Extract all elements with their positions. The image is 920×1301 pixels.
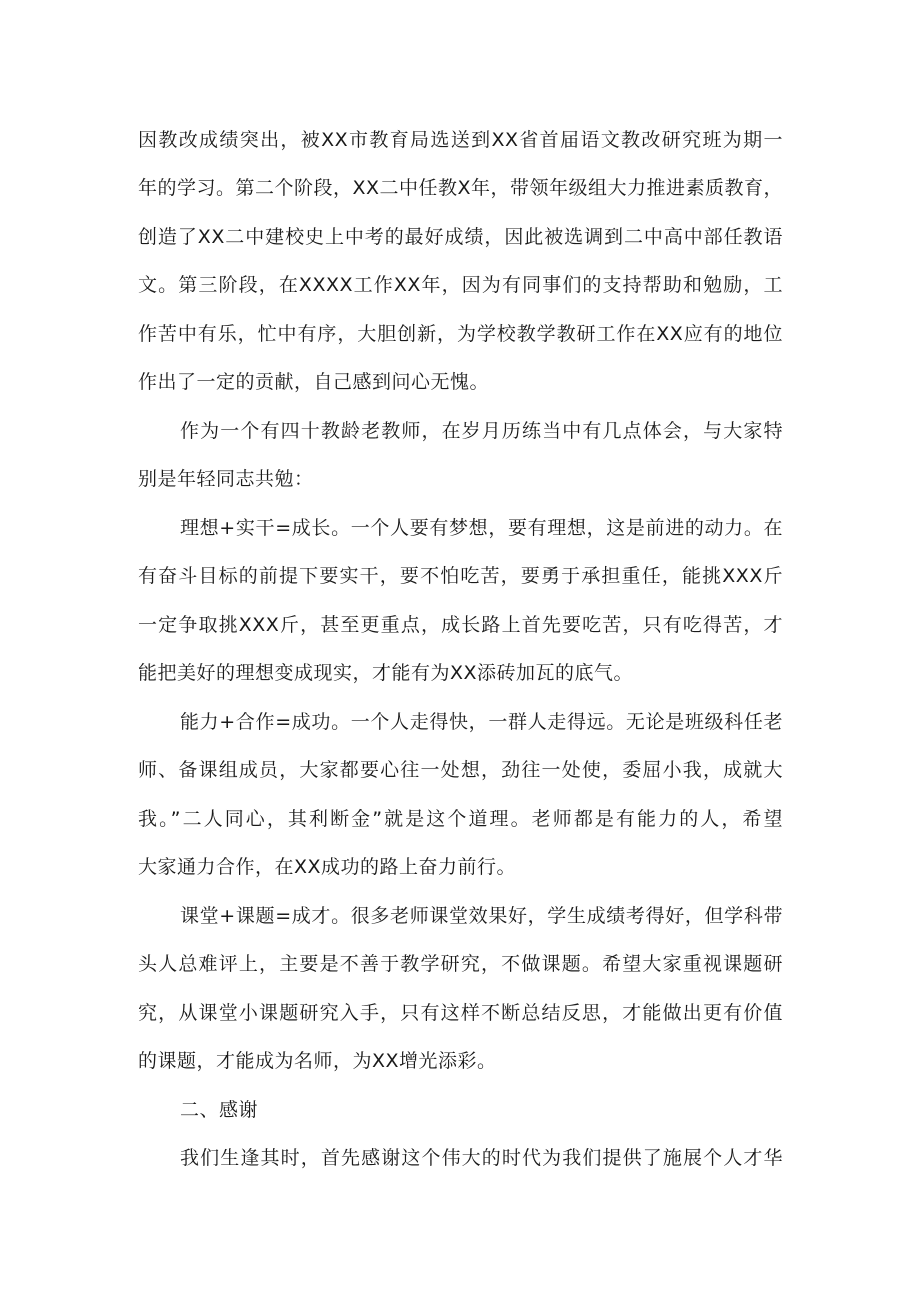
text-line: 作出了一定的贡献，自己感到问心无愧。	[138, 371, 490, 393]
text-line: 能把美好的理想变成现实，才能有为XX添砖加瓦的底气。	[138, 662, 634, 684]
paragraph-first-line: 我们生逢其时，首先感谢这个伟大的时代为我们提供了施展个人才华	[180, 1147, 783, 1169]
text-line: 大家通力合作，在XX成功的路上奋力前行。	[138, 856, 517, 878]
paragraph-first-line: 课堂+课题=成才。很多老师课堂效果好，学生成绩考得好，但学科带	[180, 905, 783, 927]
text-line: 头人总难评上，主要是不善于教学研究，不做课题。希望大家重视课题研	[138, 953, 783, 975]
text-line: 因教改成绩突出，被XX市教育局选送到XX省首届语文教改研究班为期一	[138, 129, 783, 151]
text-line: 师、备课组成员，大家都要心往一处想，劲往一处使，委屈小我，成就大	[138, 759, 783, 781]
text-line: 究，从课堂小课题研究入手，只有这样不断总结反思，才能做出更有价值	[138, 1002, 783, 1024]
text-line: 有奋斗目标的前提下要实干，要不怕吃苦，要勇于承担重任，能挑XXX斤	[138, 565, 783, 587]
paragraph-first-line: 作为一个有四十教龄老教师，在岁月历练当中有几点体会，与大家特	[180, 420, 783, 442]
paragraph-first-line: 能力+合作=成功。一个人走得快，一群人走得远。无论是班级科任老	[180, 711, 783, 733]
text-line: 年的学习。第二个阶段，XX二中任教X年，带领年级组大力推进素质教育，	[138, 177, 784, 199]
text-line: 的课题，才能成为名师，为XX增光添彩。	[138, 1050, 497, 1072]
text-line: 一定争取挑XXX斤，甚至更重点，成长路上首先要吃苦，只有吃得苦，才	[138, 614, 783, 636]
text-line: 创造了XX二中建校史上中考的最好成绩，因此被选调到二中高中部任教语	[138, 226, 783, 248]
section-heading: 二、感谢	[180, 1099, 259, 1121]
paragraph-first-line: 理想+实干=成长。一个人要有梦想，要有理想，这是前进的动力。在	[180, 517, 783, 539]
text-line: 我。”二人同心，其利断金”就是这个道理。老师都是有能力的人，希望	[138, 808, 783, 830]
text-line: 作苦中有乐，忙中有序，大胆创新，为学校教学教研工作在XX应有的地位	[138, 323, 783, 345]
text-line: 别是年轻同志共勉：	[138, 468, 314, 490]
text-line: 文。第三阶段，在XXXX工作XX年，因为有同事们的支持帮助和勉励，工	[138, 274, 783, 296]
